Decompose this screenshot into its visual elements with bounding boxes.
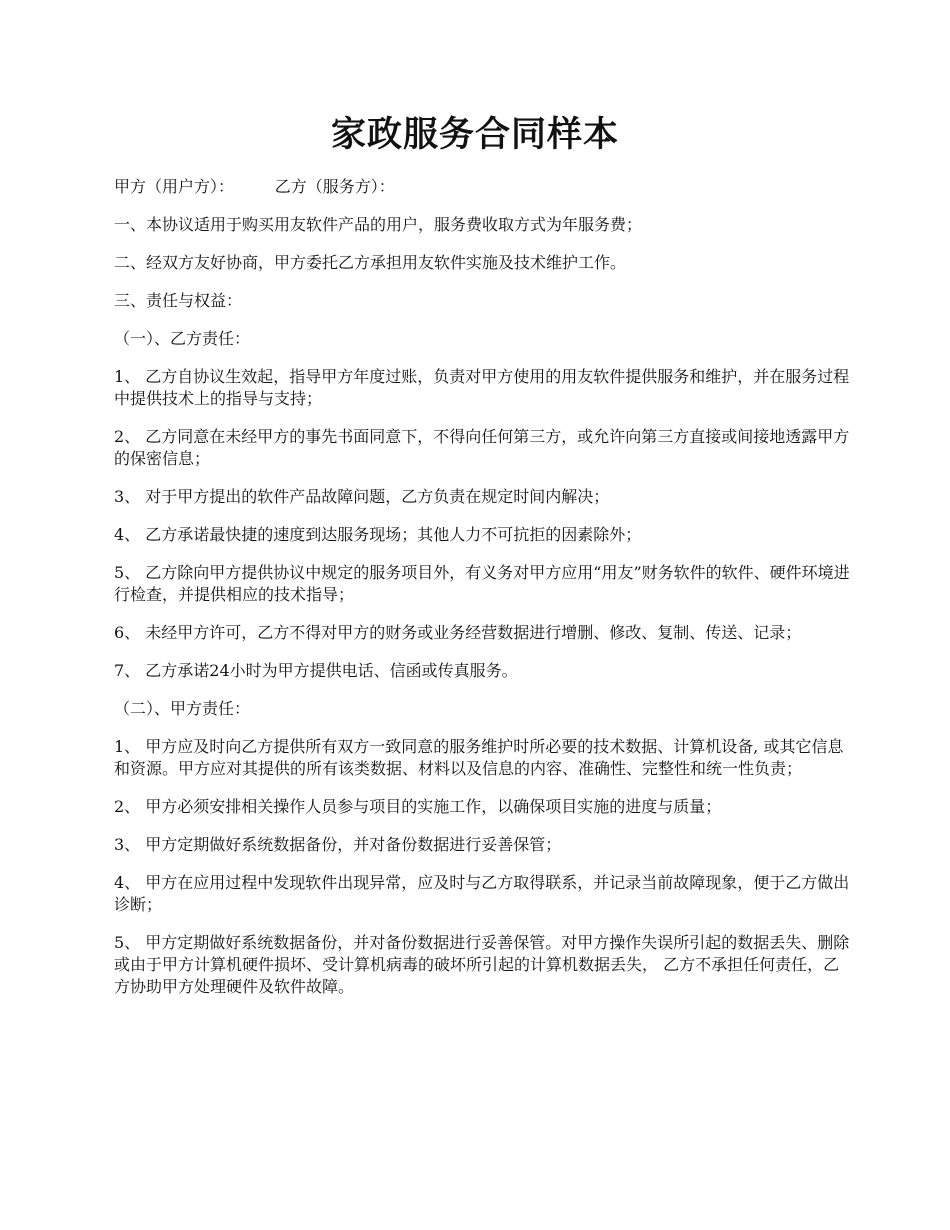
- parties-line: [114, 176, 854, 198]
- party-a-item-2: 2、 甲方必须安排相关操作人员参与项目的实施工作，以确保项目实施的进度与质量；: [114, 797, 722, 816]
- party-b-label: 乙方（服务方）：: [274, 177, 395, 196]
- party-a-item-1: 1、 甲方应及时向乙方提供所有双方一致同意的服务维护时所必要的技术数据、计算机设备, 或其它信息和资源。甲方应对其提供的所有该类数据、材料以及信息的内容、准确性、完整性和统一性负责；: [114, 737, 844, 778]
- document-title: 家政服务合同样本: [330, 114, 619, 155]
- party-b-item-7: 7、 乙方承诺24小时为甲方提供电话、信函或传真服务。: [114, 661, 518, 680]
- party-b-item-3: 3、 对于甲方提出的软件产品故障问题，乙方负责在规定时间内解决；: [114, 487, 610, 506]
- clause-1: 一、本协议适用于购买用友软件产品的用户，服务费收取方式为年服务费；: [114, 215, 643, 234]
- party-a-item-4: 4、 甲方在应用过程中发现软件出现异常，应及时与乙方取得联系，并记录当前故障现象，便于乙方做出诊断；: [114, 873, 850, 914]
- clause-2: 二、经双方友好协商，甲方委托乙方承担用友软件实施及技术维护工作。: [114, 253, 627, 272]
- document-body: [114, 176, 854, 1014]
- section-party-b-heading: （一）、乙方责任：: [114, 329, 251, 348]
- party-a-item-3: 3、 甲方定期做好系统数据备份，并对备份数据进行妥善保管；: [114, 835, 562, 854]
- party-b-item-5: 5、 乙方除向甲方提供协议中规定的服务项目外，有义务对甲方应用“用友”财务软件的软件、硬件环境进行检查，并提供相应的技术指导；: [114, 563, 850, 604]
- section-party-a-heading: （二）、甲方责任：: [114, 699, 251, 718]
- party-b-item-4: 4、 乙方承诺最快捷的速度到达服务现场；其他人力不可抗拒的因素除外；: [114, 525, 642, 544]
- party-a-label: 甲方（用户方）：: [114, 177, 235, 196]
- party-b-item-1: 1、 乙方自协议生效起，指导甲方年度过账，负责对甲方使用的用友软件提供服务和维护，并在服务过程中提供技术上的指导与支持；: [114, 367, 850, 408]
- party-b-item-2: 2、 乙方同意在未经甲方的事先书面同意下，不得向任何第三方，或允许向第三方直接或间接地透露甲方的保密信息；: [114, 427, 850, 468]
- party-a-item-5: 5、 甲方定期做好系统数据备份，并对备份数据进行妥善保管。对甲方操作失误所引起的数据丢失、删除或由于甲方计算机硬件损坏、受计算机病毒的破坏所引起的计算机数据丢失， 乙方不承担任何责任，乙方协助甲方处理硬件及软件故障。: [114, 933, 850, 996]
- clause-3-heading: 三、责任与权益：: [114, 291, 243, 310]
- party-b-item-6: 6、 未经甲方许可，乙方不得对甲方的财务或业务经营数据进行增删、修改、复制、传送、记录；: [114, 623, 802, 642]
